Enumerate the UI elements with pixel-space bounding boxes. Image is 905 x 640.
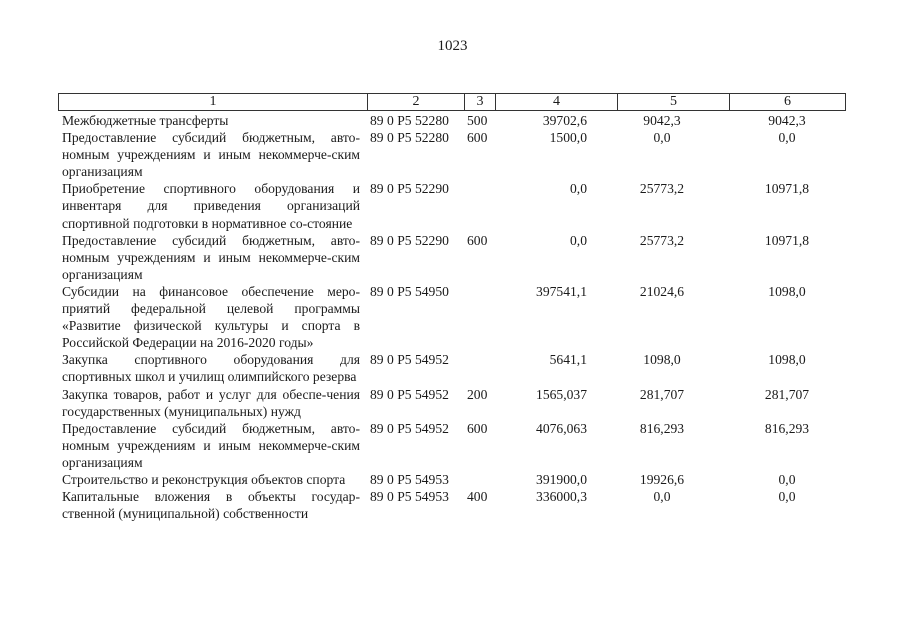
table-row — [62, 180, 852, 231]
table-body — [62, 112, 852, 522]
row-value-5: 0,0 — [653, 489, 671, 505]
row-code: 89 0 P5 54952 — [370, 386, 449, 402]
row-value-4: 336000,3 — [536, 489, 587, 505]
row-vr: 500 — [467, 113, 488, 128]
header-col-2: 2 — [368, 94, 465, 110]
row-value-6: 1098,0 — [768, 352, 806, 368]
table-row — [62, 232, 852, 283]
row-value-6: 816,293 — [764, 420, 810, 436]
row-vr: 600 — [467, 420, 488, 436]
table-row — [62, 283, 852, 351]
row-value-5: 19926,6 — [639, 471, 685, 487]
row-code: 89 0 P5 54952 — [370, 352, 449, 368]
header-col-4: 4 — [496, 94, 618, 110]
row-code: 89 0 P5 54953 — [370, 489, 449, 505]
row-value-4: 0,0 — [570, 232, 587, 248]
row-value-5: 0,0 — [653, 130, 671, 146]
row-value-5: 21024,6 — [639, 283, 685, 299]
row-name: Капитальные вложения в объекты государ-ственной (муниципальной) собственности — [62, 489, 360, 522]
page-number: 1023 — [437, 38, 468, 54]
row-value-4: 397541,1 — [536, 283, 587, 299]
row-value-4: 391900,0 — [536, 471, 587, 487]
row-code: 89 0 P5 54953 — [370, 471, 449, 487]
row-name: Предоставление субсидий бюджетным, авто-номным учреждениям и иным некоммерче-ским организациям — [62, 232, 360, 282]
row-value-4: 5641,1 — [549, 352, 587, 368]
row-code: 89 0 P5 54952 — [370, 420, 449, 436]
table-row — [62, 112, 852, 129]
row-value-6: 0,0 — [778, 471, 796, 487]
table-row — [62, 420, 852, 471]
table-row — [62, 129, 852, 180]
row-value-5: 816,293 — [639, 420, 685, 436]
table-row — [62, 488, 852, 522]
table-header — [58, 93, 846, 111]
row-code: 89 0 P5 54950 — [370, 283, 449, 299]
table-row — [62, 386, 852, 420]
row-name: Предоставление субсидий бюджетным, авто-номным учреждениям и иным некоммерче-ским организациям — [62, 130, 360, 180]
row-value-4: 1565,037 — [536, 386, 587, 402]
row-value-6: 9042,3 — [768, 113, 806, 128]
row-value-4: 1500,0 — [549, 130, 587, 146]
row-value-4: 4076,063 — [536, 420, 587, 436]
row-name: Закупка товаров, работ и услуг для обеспе-чения государственных (муниципальных) нужд — [62, 386, 360, 419]
row-value-6: 1098,0 — [768, 283, 806, 299]
header-col-3: 3 — [465, 94, 496, 110]
row-value-6: 0,0 — [778, 489, 796, 505]
row-vr: 600 — [467, 232, 488, 248]
table-row — [62, 351, 852, 385]
row-value-5: 25773,2 — [639, 232, 685, 248]
header-col-6: 6 — [784, 94, 791, 109]
row-code: 89 0 P5 52290 — [370, 181, 449, 197]
row-value-6: 0,0 — [778, 130, 796, 146]
row-value-6: 10971,8 — [764, 232, 810, 248]
row-vr: 400 — [467, 489, 488, 505]
row-vr: 200 — [467, 386, 488, 402]
row-value-5: 25773,2 — [639, 181, 685, 197]
row-code: 89 0 P5 52290 — [370, 232, 449, 248]
row-value-5: 1098,0 — [643, 352, 681, 368]
row-value-4: 39702,6 — [542, 113, 587, 128]
row-value-5: 9042,3 — [643, 113, 681, 128]
row-value-4: 0,0 — [570, 181, 587, 197]
row-value-6: 10971,8 — [764, 181, 810, 197]
row-name: Межбюджетные трансферты — [62, 113, 229, 128]
row-name: Закупка спортивного оборудования для спортивных школ и училищ олимпийского резерва — [62, 352, 360, 385]
row-name: Строительство и реконструкция объектов спорта — [62, 471, 346, 487]
header-col-5: 5 — [618, 94, 730, 110]
row-vr: 600 — [467, 130, 488, 146]
header-col-1: 1 — [59, 94, 368, 110]
table-row — [62, 471, 852, 488]
row-name: Приобретение спортивного оборудования и инвентаря для приведения организаций спортивной подготовки в нормативное со-стояние — [62, 181, 360, 231]
row-value-6: 281,707 — [764, 386, 810, 402]
row-name: Субсидии на финансовое обеспечение меро-приятий федеральной целевой программы «Развитие физической культуры и спорта в Российской Федерации на 2016-2020 годы» — [62, 283, 360, 351]
row-code: 89 0 P5 52280 — [370, 130, 449, 146]
row-value-5: 281,707 — [639, 386, 685, 402]
row-code: 89 0 P5 52280 — [370, 113, 449, 128]
row-name: Предоставление субсидий бюджетным, авто-номным учреждениям и иным некоммерче-ским организациям — [62, 420, 360, 470]
